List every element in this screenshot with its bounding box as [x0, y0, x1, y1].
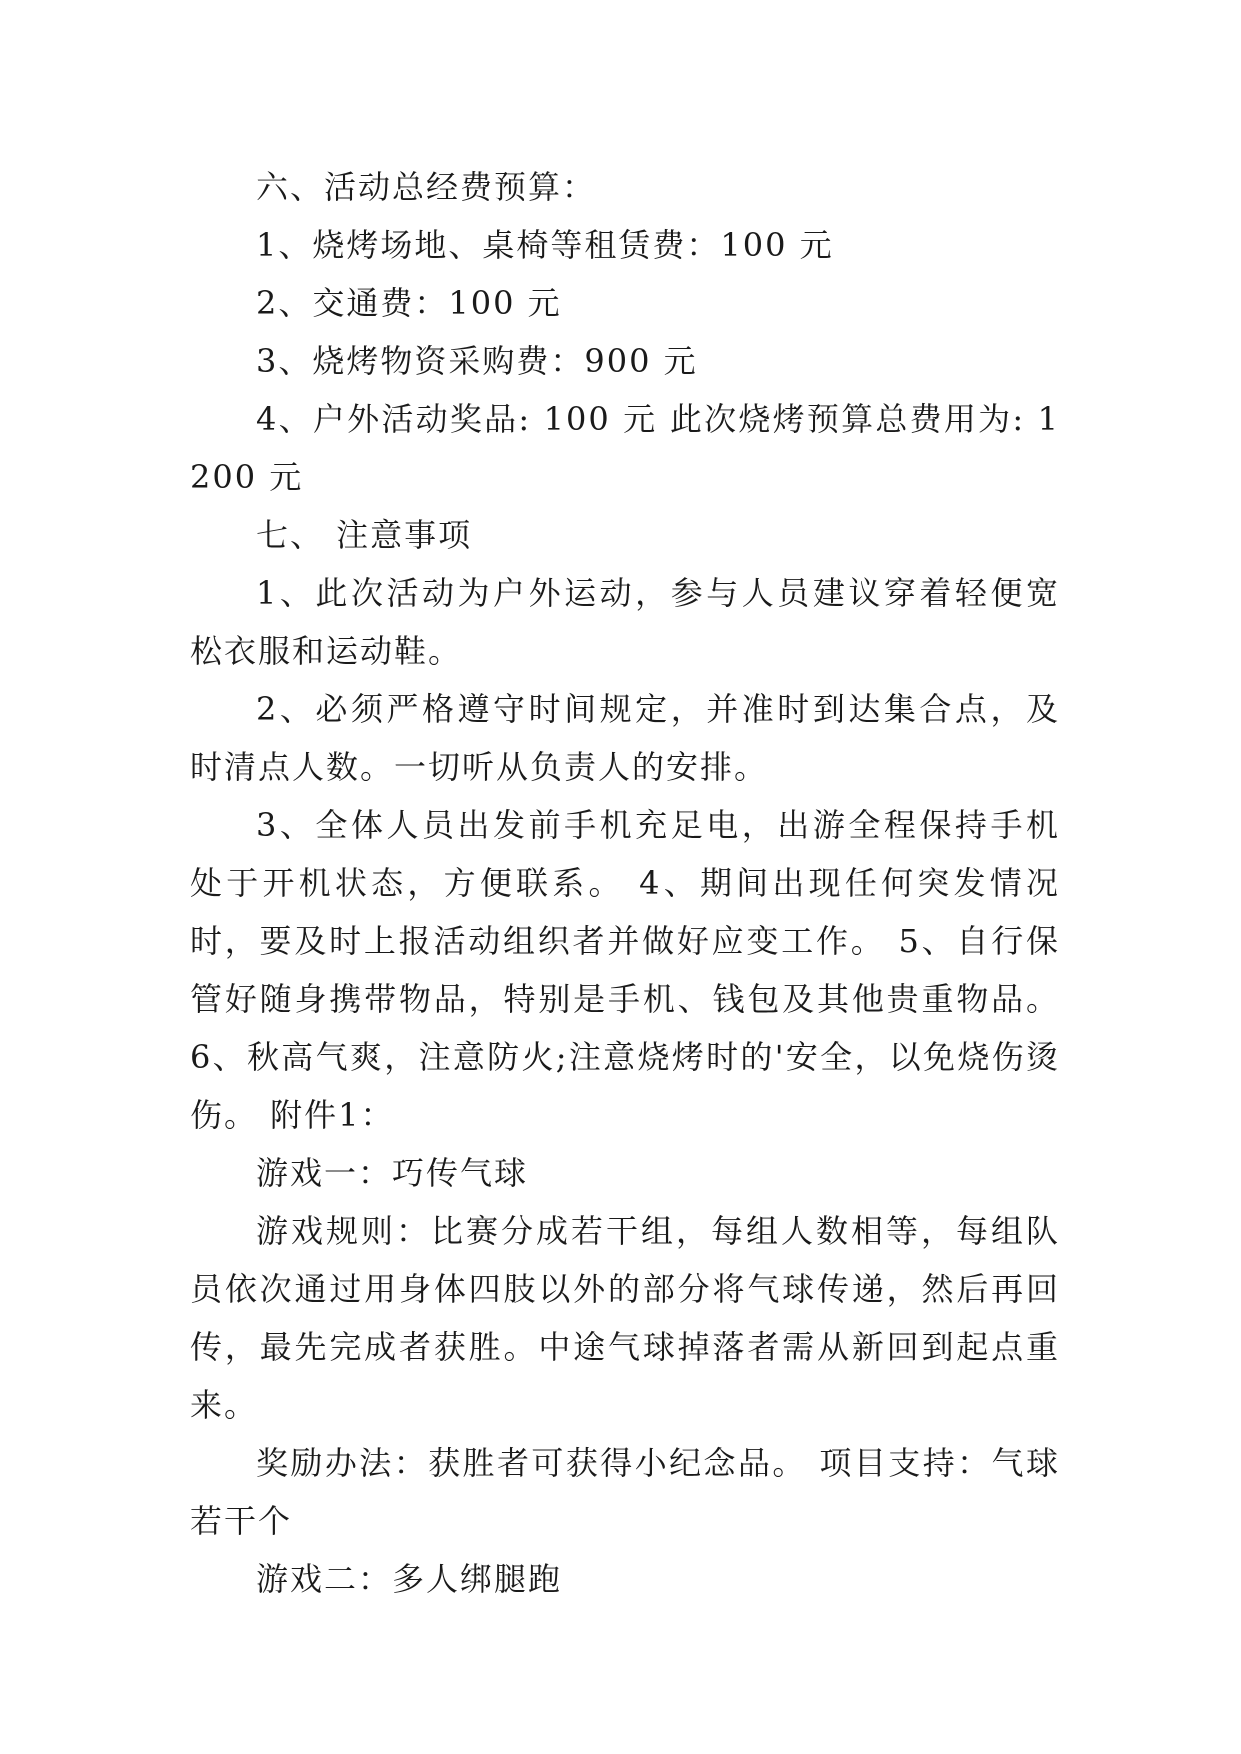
document-body [190, 158, 1060, 1608]
budget-item-venue: 1、烧烤场地、桌椅等租赁费：100 元 [256, 226, 834, 264]
game-two-title: 游戏二：多人绑腿跑 [256, 1560, 563, 1598]
section-heading-notes: 七、 注意事项 [256, 516, 473, 554]
note-item-safety: 3、全体人员出发前手机充足电，出游全程保持手机处于开机状态，方便联系。 4、期间出现任何突发情况时，要及时上报活动组织者并做好应变工作。 5、自行保管好随身携带物品，特别是手机、钱包及其他贵重物品。 6、秋高气爽，注意防火;注意烧烤时的'安全，以免烧伤烫伤。 附件1： [190, 806, 1060, 1134]
note-item-punctuality: 2、必须严格遵守时间规定，并准时到达集合点，及时清点人数。一切听从负责人的安排。 [190, 690, 1060, 786]
budget-item-supplies: 3、烧烤物资采购费：900 元 [256, 342, 698, 380]
budget-item-prizes-total: 4、户外活动奖品: 100 元 此次烧烤预算总费用为: 1200 元 [190, 400, 1060, 496]
game-one-rules: 游戏规则：比赛分成若干组，每组人数相等，每组队员依次通过用身体四肢以外的部分将气球传递，然后再回传，最先完成者获胜。中途气球掉落者需从新回到起点重来。 [190, 1212, 1060, 1424]
note-item-clothing: 1、此次活动为户外运动，参与人员建议穿着轻便宽松衣服和运动鞋。 [190, 574, 1060, 670]
section-heading-budget: 六、活动总经费预算： [256, 168, 597, 206]
budget-item-transport: 2、交通费：100 元 [256, 284, 562, 322]
game-one-rewards: 奖励办法：获胜者可获得小纪念品。 项目支持：气球若干个 [190, 1444, 1060, 1540]
game-one-title: 游戏一：巧传气球 [256, 1154, 529, 1192]
